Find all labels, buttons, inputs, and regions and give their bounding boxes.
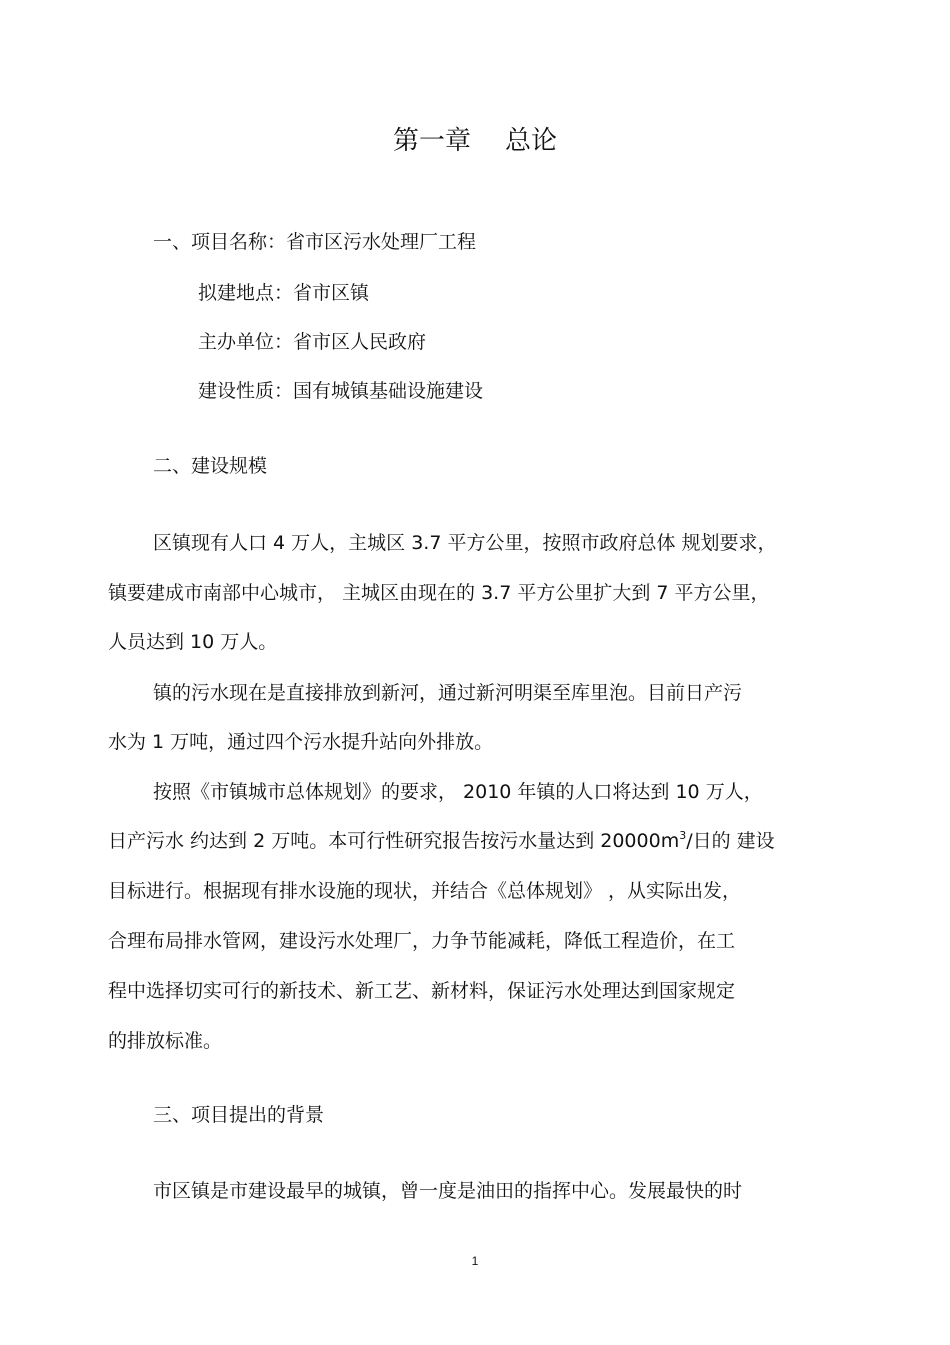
section-2-line-2: 镇要建成市南部中心城市， 主城区由现在的 3.7 平方公里扩大到 7 平方公里， <box>108 582 770 604</box>
section-2-line-4: 镇的污水现在是直接排放到新河，通过新河明渠至库里泡。目前日产污 <box>153 682 743 704</box>
line-7-text: 日产污水 约达到 2 万吨。本可行性研究报告按污水量达到 20000m <box>108 830 680 852</box>
section-2-line-6: 按照《市镇城市总体规划》的要求， 2010 年镇的人口将达到 10 万人， <box>153 781 763 803</box>
section-2-heading: 二、建设规模 <box>153 455 268 477</box>
superscript-3: 3 <box>679 829 687 842</box>
page-number: 1 <box>471 1254 479 1268</box>
section-2-line-5: 水为 1 万吨，通过四个污水提升站向外排放。 <box>108 731 494 753</box>
section-2-line-1: 区镇现有人口 4 万人，主城区 3.7 平方公里，按照市政府总体 规划要求， <box>153 532 777 554</box>
project-nature-line: 建设性质：国有城镇基础设施建设 <box>198 380 484 402</box>
section-2-line-3: 人员达到 10 万人。 <box>108 631 278 653</box>
section-3-heading: 三、项目提出的背景 <box>153 1104 325 1126</box>
project-location-line: 拟建地点：省市区镇 <box>198 282 370 304</box>
chapter-name: 总论 <box>505 126 558 156</box>
section-2-line-11: 的排放标准。 <box>108 1030 223 1052</box>
section-2-line-7 <box>108 828 775 854</box>
chapter-title <box>0 124 950 158</box>
chapter-number: 第一章 <box>392 126 471 156</box>
section-2-line-8: 目标进行。根据现有排水设施的现状，并结合《总体规划》 ，从实际出发， <box>108 880 742 902</box>
line-7-text-end: /日的 建设 <box>686 830 775 852</box>
section-2-line-9: 合理布局排水管网，建设污水处理厂，力争节能减耗，降低工程造价，在工 <box>108 930 736 952</box>
project-sponsor-line: 主办单位：省市区人民政府 <box>198 331 427 353</box>
project-name-line: 一、项目名称：省市区污水处理厂工程 <box>153 231 477 253</box>
section-3-line-1: 市区镇是市建设最早的城镇，曾一度是油田的指挥中心。发展最快的时 <box>153 1180 743 1202</box>
section-2-line-10: 程中选择切实可行的新技术、新工艺、新材料，保证污水处理达到国家规定 <box>108 980 736 1002</box>
